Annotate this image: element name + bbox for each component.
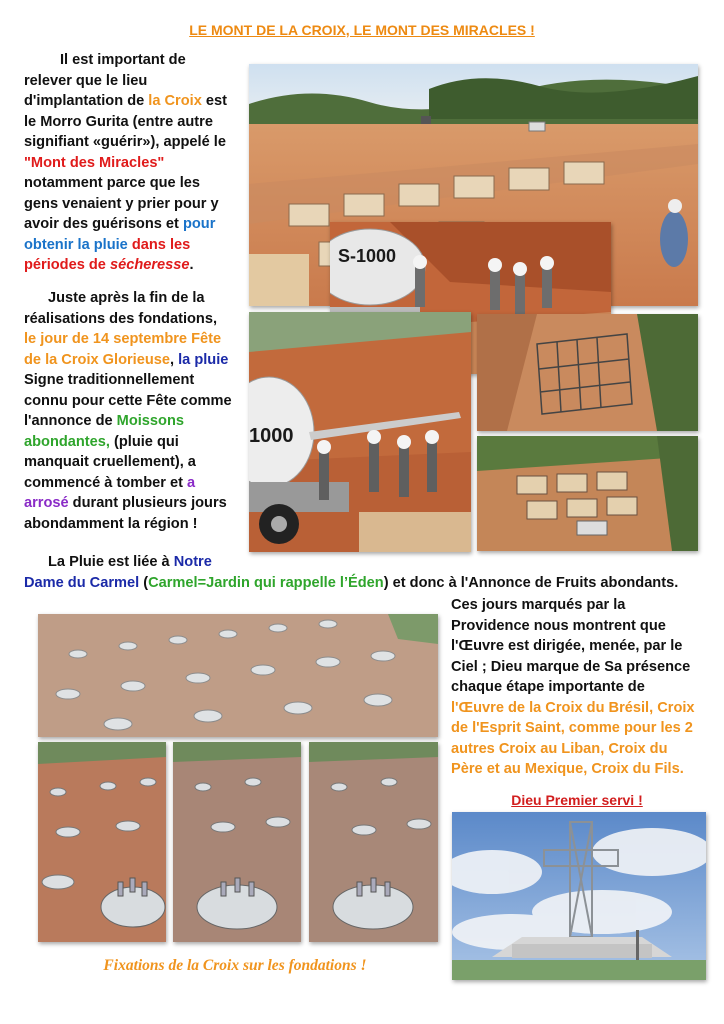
truck-label: S-1000 [338,246,397,266]
text-line: l'Œuvre de la Croix du Brésil, Croix [451,699,695,716]
text-line: manquait cruellement), a [24,454,196,470]
paragraph-intro [24,50,249,276]
text-line: l'annonce de Moissons [24,413,184,429]
text-line: arrosé durant plusieurs jours [24,495,227,511]
paragraph-providence [451,595,723,780]
truck-image-2 [249,312,471,552]
text-line: Ces jours marqués par la [451,597,626,613]
highlight-mont-des-miracles: "Mont des Miracles" [24,154,165,171]
text-line: commencé à tomber et a [24,474,196,491]
text-line: le Morro Gurita (entre autre [24,113,213,130]
text-line: La Pluie est liée à Notre [48,554,212,570]
text-line: Père et au Mexique, Croix du Fils. [451,761,684,777]
photo-fixation-3 [309,742,438,942]
dieu-premier-servi: Dieu Premier servi ! [511,792,643,808]
fixation-image-3 [309,742,438,942]
text-line: l'Œuvre est dirigée, menée, par le [451,638,683,654]
text-line: chaque étape importante de [451,679,645,695]
text-line: gens venaient y prier pour y [24,195,219,212]
text-line: autres Croix au Liban, Croix du [451,740,668,757]
fixation-image-1 [38,742,166,942]
text-line: Ciel ; Dieu marque de Sa présence [451,658,691,675]
photo-foundation-aerial [477,436,698,551]
text-line: notamment parce que les [24,175,200,191]
text-line: de l'Esprit Saint, comme pour les 2 [451,720,693,736]
text-line: Signe traditionnellement [24,372,195,388]
text-line: avoir des guérisons et pour [24,216,216,232]
text-line: obtenir la pluie dans les [24,236,191,253]
rebar-aerial-image [477,314,698,431]
fixations-caption: Fixations de la Croix sur les fondations ! [103,957,367,974]
highlight-la-croix: la Croix [148,93,202,109]
text-line: réalisations des fondations, [24,310,218,327]
text-line: périodes de sécheresse. [24,257,194,273]
cross-rendering-image [452,812,706,980]
paragraph-carmel [24,552,724,593]
paragraph-rain [24,288,249,534]
page-title: LE MONT DE LA CROIX, LE MONT DES MIRACLES ! [189,22,535,38]
text-line: Juste après la fin de la [48,290,205,306]
text-line: de la Croix Glorieuse, la pluie [24,351,229,368]
text-line: Providence nous montrent que [451,617,666,634]
text-line: d'implantation de la Croix est [24,93,227,109]
photo-fixation-1 [38,742,166,942]
truck-label-2: 1000 [249,425,294,447]
text-line: Dame du Carmel (Carmel=Jardin qui rappelle l’Éden) et donc à l'Annonce de Fruits abondants. [24,574,679,591]
highlight-secheresse: périodes de sécheresse [24,257,190,273]
text-line: abondantes, (pluie qui [24,433,179,450]
photo-fixations-wide [38,614,438,737]
text-line: relever que le lieu [24,72,148,89]
photo-concrete-truck-2 [249,312,471,552]
text-line: Il est important de [60,52,186,68]
highlight-date: le jour de 14 septembre Fête [24,331,222,347]
photo-fixation-2 [173,742,301,942]
text-line: signifiant «guérir»), appelé le [24,134,226,150]
text-line: connu pour cette Fête comme [24,392,232,409]
fixations-wide-image [38,614,438,737]
photo-rebar-aerial [477,314,698,431]
photo-cross-rendering [452,812,706,980]
foundation-aerial-image [477,436,698,551]
highlight-pluie: obtenir la pluie [24,236,128,253]
text-line: abondamment la région ! [24,515,198,532]
fixation-image-2 [173,742,301,942]
